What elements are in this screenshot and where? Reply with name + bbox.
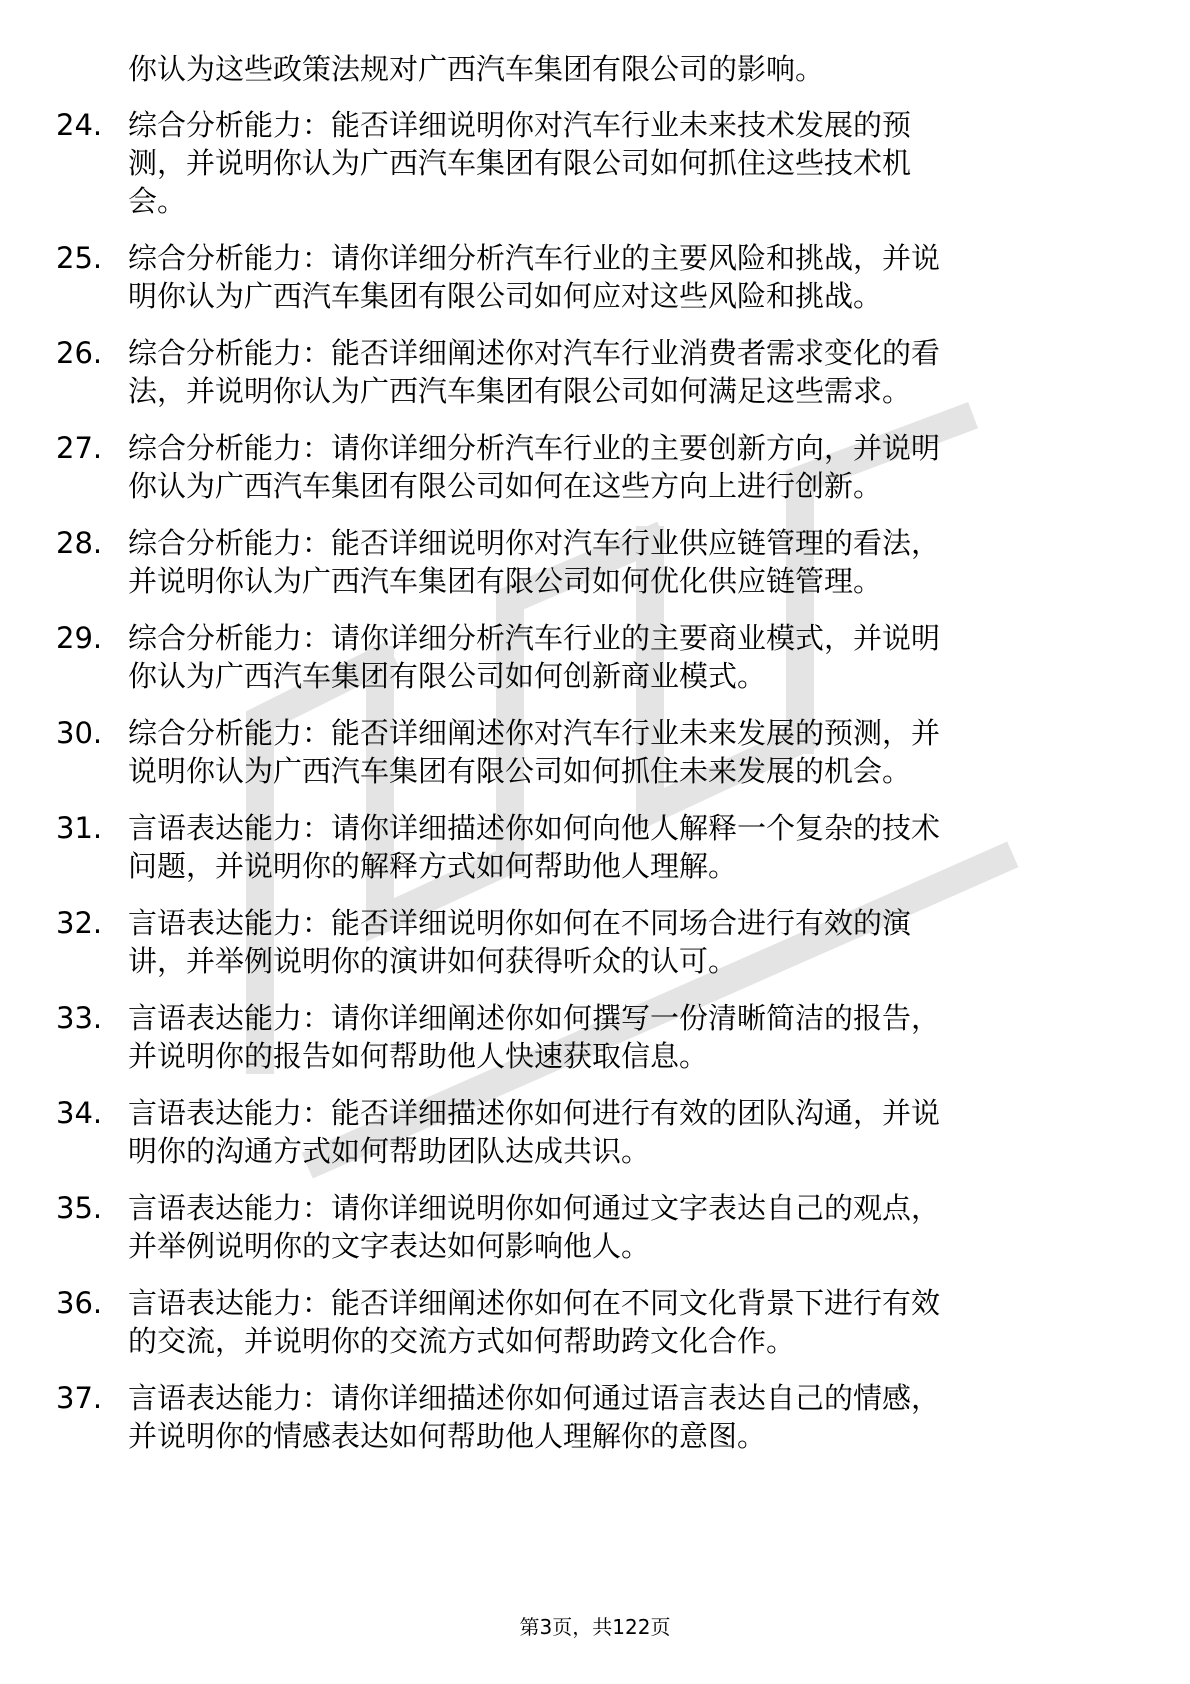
item-text bbox=[128, 106, 1116, 220]
list-item bbox=[56, 1094, 1116, 1170]
item-text bbox=[128, 999, 1116, 1075]
item-text-line: 你认为广西汽车集团有限公司如何在这些方向上进行创新。 bbox=[128, 469, 883, 503]
question-list bbox=[56, 106, 1116, 1455]
item-text-line: 言语表达能力：能否详细说明你如何在不同场合进行有效的演 bbox=[128, 906, 912, 940]
item-text-line: 明你认为广西汽车集团有限公司如何应对这些风险和挑战。 bbox=[128, 279, 883, 313]
item-text-line: 明你的沟通方式如何帮助团队达成共识。 bbox=[128, 1134, 651, 1168]
item-text-line: 言语表达能力：请你详细阐述你如何撰写一份清晰简洁的报告， bbox=[128, 1001, 941, 1035]
list-item bbox=[56, 429, 1116, 505]
item-number: 34. bbox=[56, 1096, 103, 1130]
item-text-line: 综合分析能力：能否详细阐述你对汽车行业消费者需求变化的看 bbox=[128, 336, 941, 370]
item-number: 28. bbox=[56, 526, 103, 560]
list-item bbox=[56, 239, 1116, 315]
item-text-line: 综合分析能力：请你详细分析汽车行业的主要风险和挑战，并说 bbox=[128, 241, 941, 275]
item-text-line: 言语表达能力：请你详细说明你如何通过文字表达自己的观点， bbox=[128, 1191, 941, 1225]
item-text bbox=[128, 1189, 1116, 1265]
item-number: 25. bbox=[56, 241, 103, 275]
continuation-line: 你认为这些政策法规对广西汽车集团有限公司的影响。 bbox=[128, 52, 825, 86]
page-footer: 第3页，共122页 bbox=[519, 1615, 671, 1639]
item-text-line: 法，并说明你认为广西汽车集团有限公司如何满足这些需求。 bbox=[128, 374, 912, 408]
list-item bbox=[56, 904, 1116, 980]
item-text-line: 综合分析能力：请你详细分析汽车行业的主要商业模式，并说明 bbox=[128, 621, 941, 655]
item-text-line: 并说明你认为广西汽车集团有限公司如何优化供应链管理。 bbox=[128, 564, 883, 598]
item-text-line: 问题，并说明你的解释方式如何帮助他人理解。 bbox=[128, 849, 738, 883]
item-text-line: 并说明你的报告如何帮助他人快速获取信息。 bbox=[128, 1039, 709, 1073]
item-number: 32. bbox=[56, 906, 103, 940]
item-text-line: 测，并说明你认为广西汽车集团有限公司如何抓住这些技术机 bbox=[128, 146, 912, 180]
item-text-line: 言语表达能力：请你详细描述你如何向他人解释一个复杂的技术 bbox=[128, 811, 941, 845]
document-body bbox=[56, 50, 1116, 1474]
item-number: 29. bbox=[56, 621, 103, 655]
item-text-line: 讲，并举例说明你的演讲如何获得听众的认可。 bbox=[128, 944, 738, 978]
item-text-line: 的交流，并说明你的交流方式如何帮助跨文化合作。 bbox=[128, 1324, 796, 1358]
item-text-line: 综合分析能力：能否详细说明你对汽车行业未来技术发展的预 bbox=[128, 108, 912, 142]
list-item bbox=[56, 106, 1116, 220]
item-text-line: 并说明你的情感表达如何帮助他人理解你的意图。 bbox=[128, 1419, 767, 1453]
item-number: 36. bbox=[56, 1286, 103, 1320]
list-item bbox=[56, 1284, 1116, 1360]
list-item bbox=[56, 1189, 1116, 1265]
item-text bbox=[128, 334, 1116, 410]
item-text-line: 言语表达能力：请你详细描述你如何通过语言表达自己的情感， bbox=[128, 1381, 941, 1415]
item-text bbox=[128, 1094, 1116, 1170]
item-text bbox=[128, 809, 1116, 885]
item-text bbox=[128, 904, 1116, 980]
item-text bbox=[128, 619, 1116, 695]
item-number: 33. bbox=[56, 1001, 103, 1035]
item-number: 37. bbox=[56, 1381, 103, 1415]
item-number: 24. bbox=[56, 108, 103, 142]
list-item bbox=[56, 809, 1116, 885]
list-item bbox=[56, 524, 1116, 600]
item-text-line: 会。 bbox=[128, 184, 187, 218]
item-text bbox=[128, 1379, 1116, 1455]
item-text-line: 综合分析能力：能否详细阐述你对汽车行业未来发展的预测，并 bbox=[128, 716, 941, 750]
item-text-line: 说明你认为广西汽车集团有限公司如何抓住未来发展的机会。 bbox=[128, 754, 912, 788]
item-text-line: 综合分析能力：请你详细分析汽车行业的主要创新方向，并说明 bbox=[128, 431, 941, 465]
item-number: 27. bbox=[56, 431, 103, 465]
item-text bbox=[128, 1284, 1116, 1360]
list-item bbox=[56, 1379, 1116, 1455]
list-item bbox=[56, 714, 1116, 790]
item-text-line: 综合分析能力：能否详细说明你对汽车行业供应链管理的看法， bbox=[128, 526, 941, 560]
list-item bbox=[56, 999, 1116, 1075]
item-text-line: 并举例说明你的文字表达如何影响他人。 bbox=[128, 1229, 651, 1263]
item-number: 30. bbox=[56, 716, 103, 750]
list-item bbox=[56, 619, 1116, 695]
item-text bbox=[128, 524, 1116, 600]
item-text-line: 言语表达能力：能否详细阐述你如何在不同文化背景下进行有效 bbox=[128, 1286, 941, 1320]
item-number: 35. bbox=[56, 1191, 103, 1225]
item-number: 31. bbox=[56, 811, 103, 845]
item-text-line: 你认为广西汽车集团有限公司如何创新商业模式。 bbox=[128, 659, 767, 693]
item-text bbox=[128, 239, 1116, 315]
list-item bbox=[56, 334, 1116, 410]
item-number: 26. bbox=[56, 336, 103, 370]
item-text bbox=[128, 714, 1116, 790]
item-text bbox=[128, 429, 1116, 505]
item-text-line: 言语表达能力：能否详细描述你如何进行有效的团队沟通，并说 bbox=[128, 1096, 941, 1130]
